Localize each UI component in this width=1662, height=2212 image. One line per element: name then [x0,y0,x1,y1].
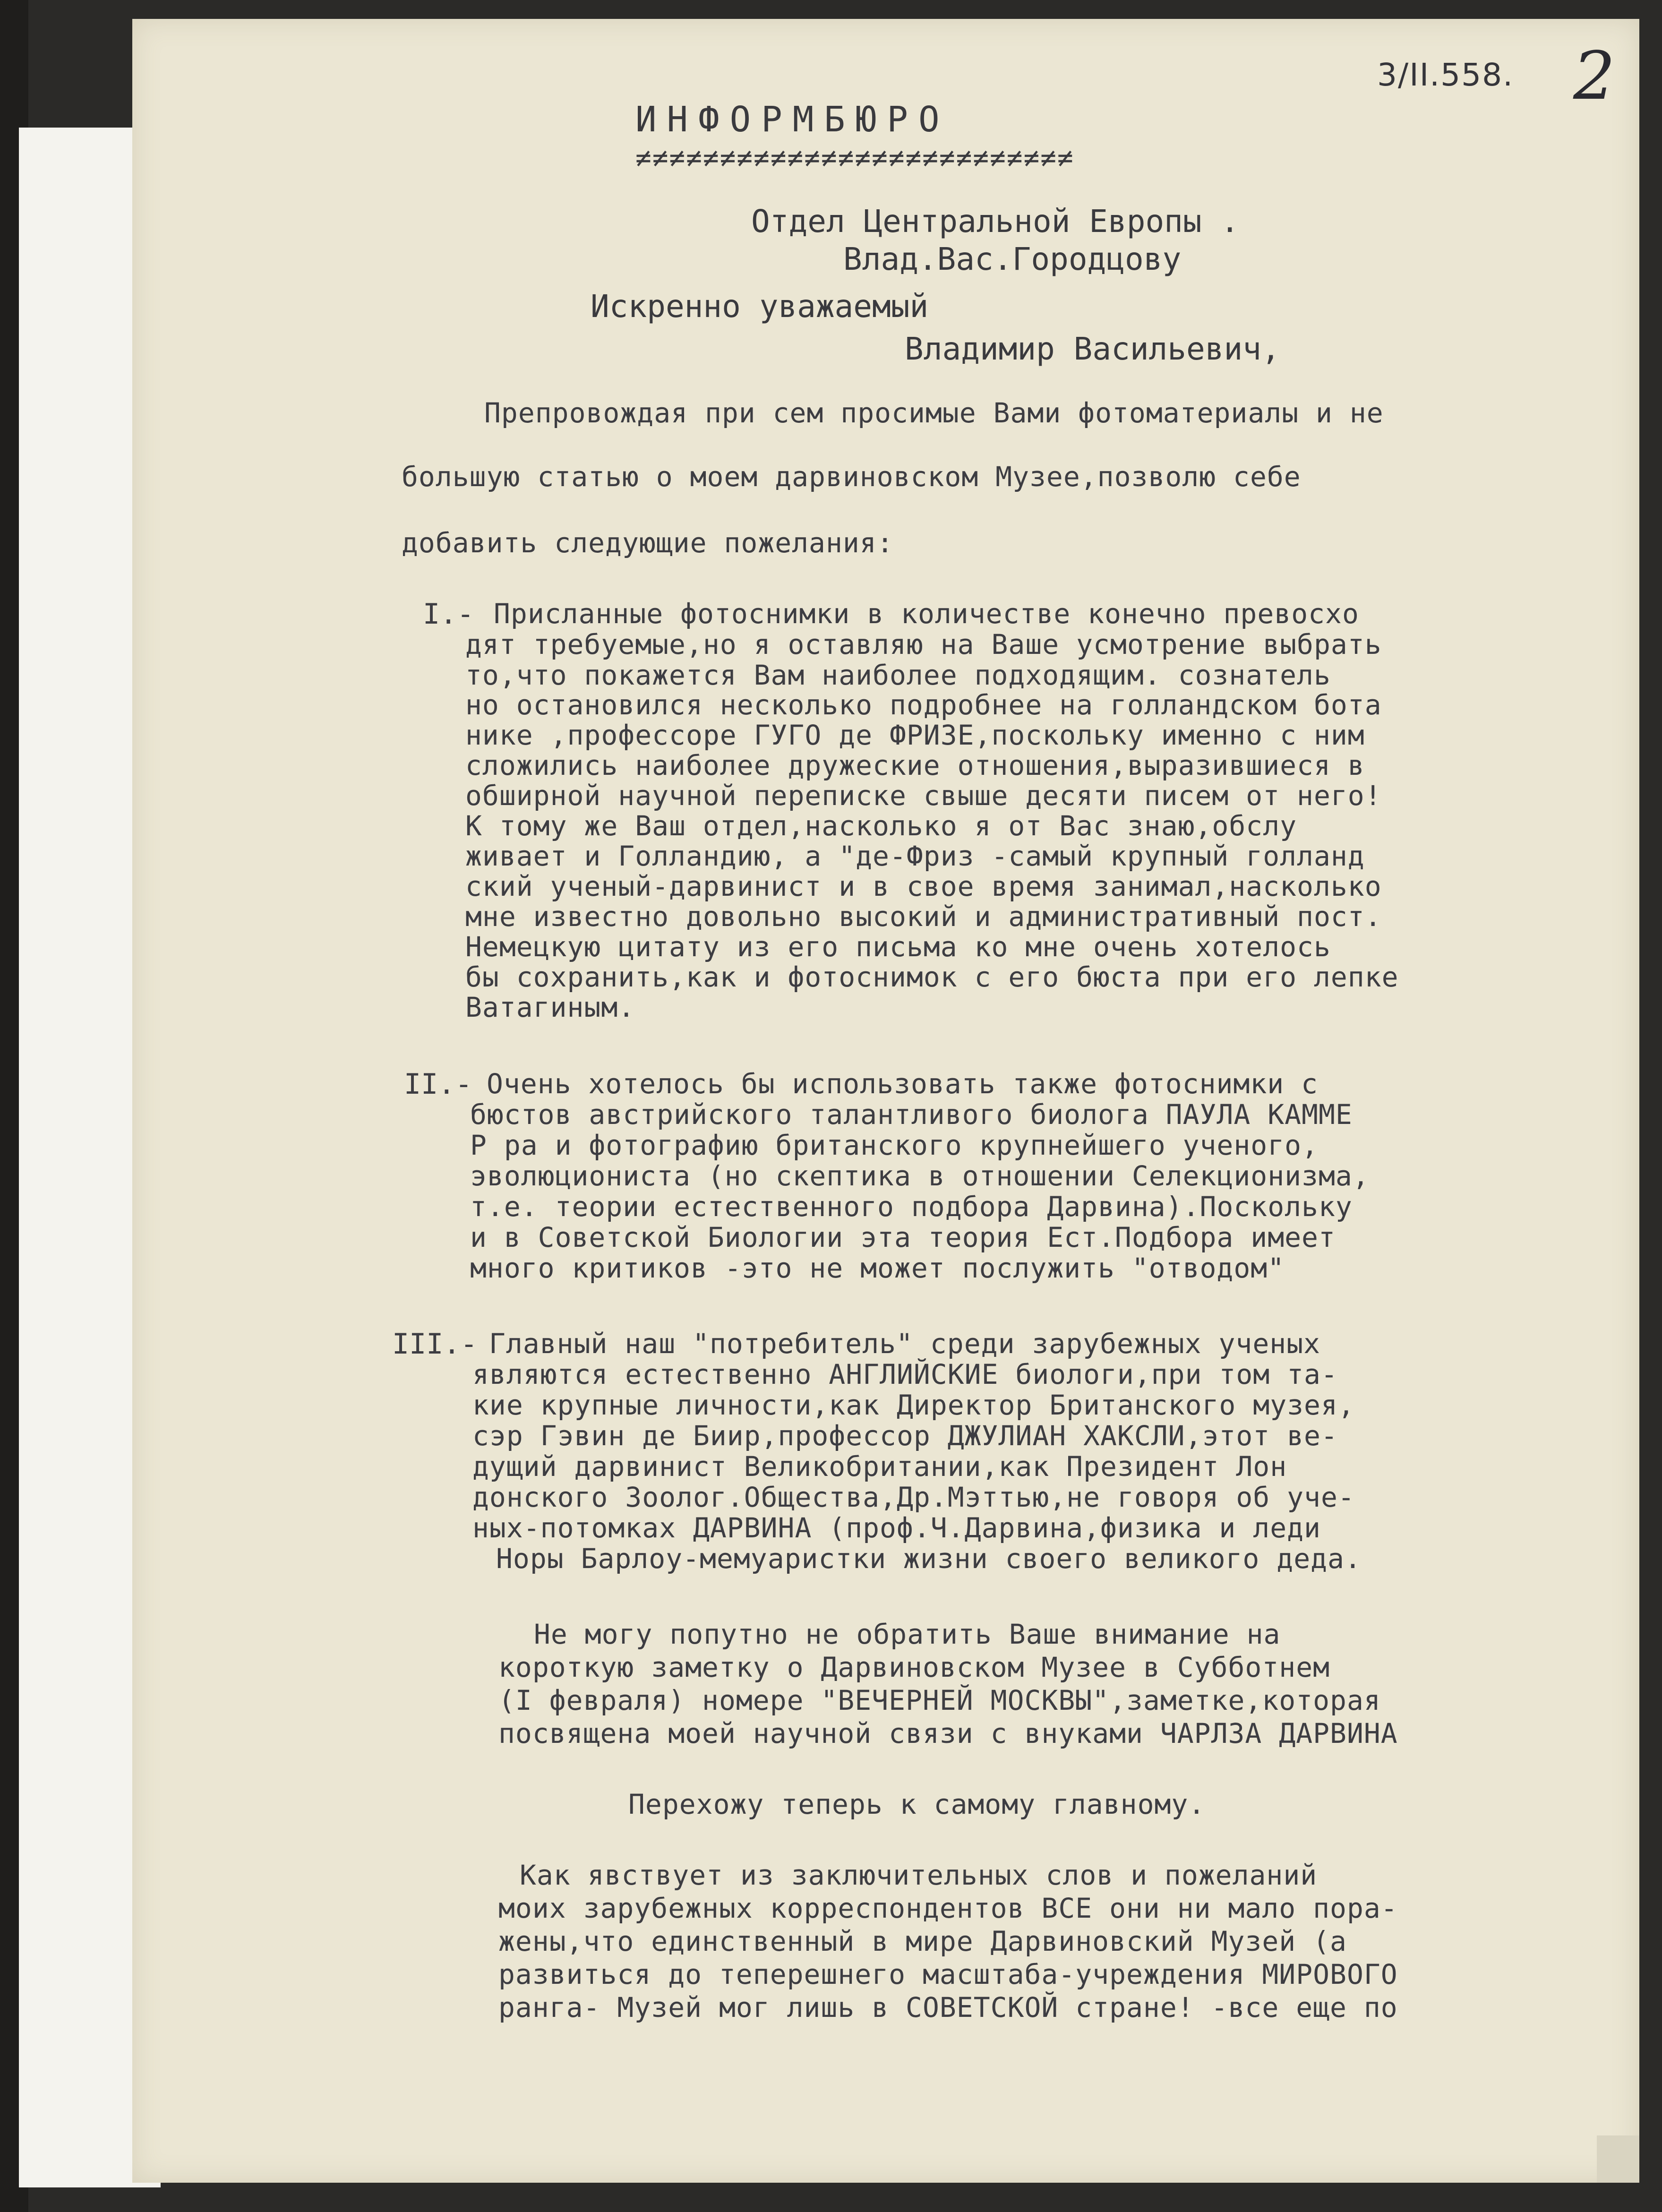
section1-line: сложились наиболее дружеские отношения,выразившиеся в [465,749,1365,781]
section2-line: и в Советской Биологии эта теория Ест.Подбора имеет [470,1221,1336,1253]
para6-line: ранга- Музей мог лишь в СОВЕТСКОЙ стране! -все еще по [498,1991,1398,2023]
section3-line: донского Зоолог.Общества,Др.Мэттью,не говоря об уче- [472,1481,1355,1513]
section1-line: К тому же Ваш отдел,насколько я от Вас знаю,обслу [465,810,1297,842]
section1-line: Немецкую цитату из его письма ко мне очень хотелось [465,931,1331,963]
section2-line: т.е. теории естественного подбора Дарвина).Поскольку [470,1191,1353,1223]
addressee-department: Отдел Центральной Европы . [751,203,1240,240]
section1-line: мне известно довольно высокий и административный пост. [465,900,1382,933]
intro-line: большую статью о моем дарвиновском Музее,позволю себе [402,461,1301,493]
addressee-name: Влад.Вас.Городцову [843,241,1182,277]
section3-line: Норы Барлоу-мемуаристки жизни своего великого деда. [496,1543,1362,1575]
section3-line: сэр Гэвин де Биир,профессор ДЖУЛИАН ХАКСЛИ,этот ве- [472,1420,1338,1452]
para6-line: моих зарубежных корреспондентов ВСЕ они ни мало пора- [498,1892,1398,1924]
section1-line: Присланные фотоснимки в количестве конечно превосхо [494,598,1359,630]
para6-line: развиться до теперешнего масштаба-учреждения МИРОВОГО [498,1958,1398,1990]
section1-line: обширной научной переписке свыше десяти писем от него! [465,780,1382,812]
section-marker-3: III.- [392,1328,478,1361]
section1-line: то,что покажется Вам наиболее подходящим. сознатель [465,659,1331,691]
section2-line: Очень хотелось бы использовать также фотоснимки с [487,1068,1319,1100]
para4-line: (I февраля) номере "ВЕЧЕРНЕЙ МОСКВЫ",заметке,которая [498,1684,1381,1716]
section1-line: ский ученый-дарвинист и в свое время занимал,насколько [465,870,1382,902]
section3-line: ных-потомках ДАРВИНА (проф.Ч.Дарвина,физика и леди [472,1512,1321,1544]
para4-line: посвящена моей научной связи с внуками ЧАРЛЗА ДАРВИНА [498,1717,1398,1749]
section-marker-2: II.- [404,1068,472,1101]
section3-line: дущий дарвинист Великобритании,как Президент Лон [472,1450,1287,1483]
section3-line: Главный наш "потребитель" среди зарубежных ученых [489,1328,1321,1360]
salutation-line-2: Владимир Васильевич, [905,331,1280,367]
section1-line: нике ,профессоре ГУГО де ФРИЗЕ,поскольку именно с ним [465,719,1365,751]
para4-line: короткую заметку о Дарвиновском Музее в Субботнем [498,1651,1330,1683]
section1-line: живает и Голландию, а "де-Фриз -самый крупный голланд [465,840,1365,872]
archive-number: 3/II.558. [1377,57,1514,93]
para6-line: жены,что единственный в мире Дарвиновский Музей (а [498,1925,1347,1957]
section1-line: Ватагиным. [465,991,635,1023]
section3-line: являются естественно АНГЛИЙСКИЕ биологи,при том та- [472,1358,1338,1390]
section1-line: но остановился несколько подробнее на голландском бота [465,689,1382,721]
handwritten-page-mark: 2 [1573,38,1616,115]
salutation-line-1: Искренно уважаемый [591,288,929,325]
section2-line: много критиков -это не может послужить "отводом" [470,1252,1285,1284]
section2-line: эволюциониста (но скептика в отношении Селекционизма, [470,1160,1370,1192]
section2-line: бюстов австрийского талантливого биолога ПАУЛА КАММЕ [470,1098,1353,1131]
para6-line: Как явствует из заключительных слов и пожеланий [520,1859,1318,1891]
section1-line: бы сохранить,как и фотоснимок с его бюста при его лепке [465,961,1399,993]
intro-line: Препровождая при сем просимые Вами фотоматериалы и не [484,397,1384,429]
letterhead-title: ИНФОРМБЮРО [635,99,950,140]
section1-line: дят требуемые,но я оставляю на Ваше усмотрение выбрать [465,628,1382,660]
intro-line: добавить следующие пожелания: [402,527,894,559]
para5-line: Перехожу теперь к самому главному. [628,1788,1206,1820]
title-underline: ≠≠≠≠≠≠≠≠≠≠≠≠≠≠≠≠≠≠≠≠≠≠≠≠≠≠ [635,143,1074,173]
para4-line: Не могу попутно не обратить Ваше внимание на [534,1618,1281,1650]
section3-line: кие крупные личности,как Директор Британского музея, [472,1389,1355,1421]
section-marker-1: I.- [423,598,474,631]
section2-line: Р ра и фотографию британского крупнейшего ученого, [470,1129,1319,1161]
page-corner [1597,2135,1639,2183]
